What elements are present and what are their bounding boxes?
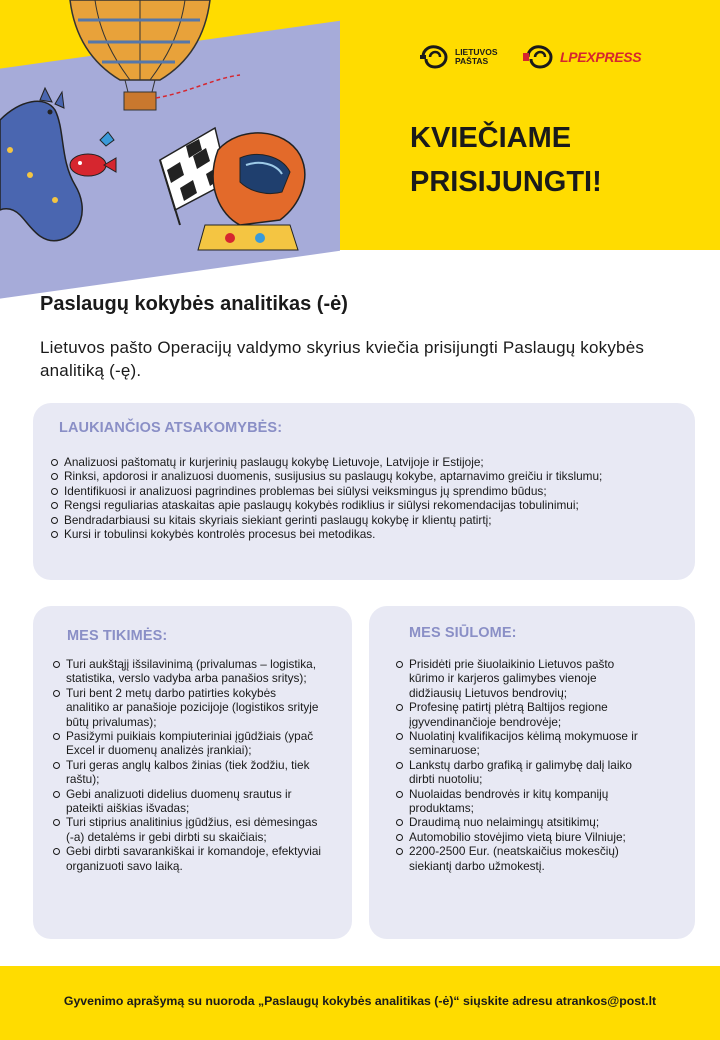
headline-line-2: PRISIJUNGTI! xyxy=(410,166,602,198)
offer-card xyxy=(369,606,695,939)
logo-line-1: LIETUVOS xyxy=(455,47,498,57)
lp-express-wordmark: LPEXPRESS xyxy=(560,49,642,65)
lietuvos-pastas-logo xyxy=(420,44,498,70)
list-item: Rinksi, apdorosi ir analizuosi duomenis, susijusius su paslaugų kokybe, aptarnavimo greičiu ir tikslumu; xyxy=(50,469,680,483)
list-item: Turi stiprius analitinius įgūdžius, esi dėmesingas (-a) detalėms ir gebi dirbti su skaičiais; xyxy=(52,815,322,844)
list-item: Gebi analizuoti didelius duomenų srautus ir pateikti aiškias išvadas; xyxy=(52,787,322,816)
application-instructions: Gyvenimo aprašymą su nuoroda „Paslaugų kokybės analitikas (-ė)“ siųskite adresu atrankos@post.lt xyxy=(63,994,657,1008)
logo-line-2: PAŠTAS xyxy=(455,56,489,66)
expectations-card xyxy=(33,606,352,939)
post-horn-icon xyxy=(420,44,450,70)
job-intro: Lietuvos pašto Operacijų valdymo skyrius kviečia prisijungti Paslaugų kokybės analitiką (-ę). xyxy=(40,338,645,380)
fish-icon xyxy=(70,132,116,176)
list-item: Lankstų darbo grafiką ir galimybę dalį laiko dirbti nuotoliu; xyxy=(395,758,645,787)
headline-line-1: KVIEČIAME xyxy=(410,122,572,154)
list-item: Draudimą nuo nelaimingų atsitikimų; xyxy=(395,815,645,829)
list-item: Turi bent 2 metų darbo patirties kokybės analitiko ar panašioje pozicijoje (logistikos srityje būtų privalumas); xyxy=(52,686,322,729)
list-item: Analizuosi paštomatų ir kurjerinių paslaugų kokybę Lietuvoje, Latvijoje ir Estijoje; xyxy=(50,455,680,469)
lp-express-logo xyxy=(523,44,641,70)
list-item: Gebi dirbti savarankiškai ir komandoje, efektyviai organizuoti savo laiką. xyxy=(52,844,322,873)
list-item: Prisidėti prie šiuolaikinio Lietuvos pašto kūrimo ir karjeros galimybes vienoje didžiausių Lietuvos bendrovių; xyxy=(395,657,645,700)
list-item: Automobilio stovėjimo vietą biure Vilniuje; xyxy=(395,830,645,844)
list-item: Kursi ir tobulinsi kokybės kontrolės procesus bei metodikas. xyxy=(50,527,680,541)
list-item: Rengsi reguliarias ataskaitas apie paslaugų kokybės rodiklius ir siūlysi rekomendacijas tobulinimui; xyxy=(50,498,680,512)
duties-heading: LAUKIANČIOS ATSAKOMYBĖS: xyxy=(59,420,283,436)
headline xyxy=(410,116,690,204)
list-item: Nuolatinį kvalifikacijos kėlimą mokymuose ir seminaruose; xyxy=(395,729,645,758)
list-item: Bendradarbiausi su kitais skyriais siekiant gerinti paslaugų kokybę ir klientų patirtį; xyxy=(50,513,680,527)
offer-list xyxy=(395,657,645,873)
job-title: Paslaugų kokybės analitikas (-ė) xyxy=(40,293,348,315)
offer-heading: MES SIŪLOME: xyxy=(409,625,517,641)
list-item: Profesinę patirtį plėtrą Baltijos regione įgyvendinančioje bendrovėje; xyxy=(395,700,645,729)
list-item: Identifikuosi ir analizuosi pagrindines problemas bei siūlysi veiksmingus jų sprendimo būdus; xyxy=(50,484,680,498)
list-item: Turi geras anglų kalbos žinias (tiek žodžiu, tiek raštu); xyxy=(52,758,322,787)
list-item: 2200-2500 Eur. (neatskaičius mokesčių) siekiantį darbo užmokestį. xyxy=(395,844,645,873)
list-item: Pasižymi puikiais kompiuteriniai įgūdžiais (ypač Excel ir duomenų analizės įrankiai); xyxy=(52,729,322,758)
expectations-list xyxy=(52,657,322,873)
hot-air-balloon-cat-racer-illustration xyxy=(0,0,340,300)
duties-card xyxy=(33,403,695,580)
hot-air-balloon-icon xyxy=(70,0,240,110)
duties-list xyxy=(50,455,680,541)
post-horn-icon xyxy=(523,44,557,70)
list-item: Nuolaidas bendrovės ir kitų kompanijų produktams; xyxy=(395,787,645,816)
list-item: Turi aukštąjį išsilavinimą (privalumas – logistika, statistika, verslo vadyba arba panašios sritys); xyxy=(52,657,322,686)
expectations-heading: MES TIKIMĖS: xyxy=(67,628,168,644)
